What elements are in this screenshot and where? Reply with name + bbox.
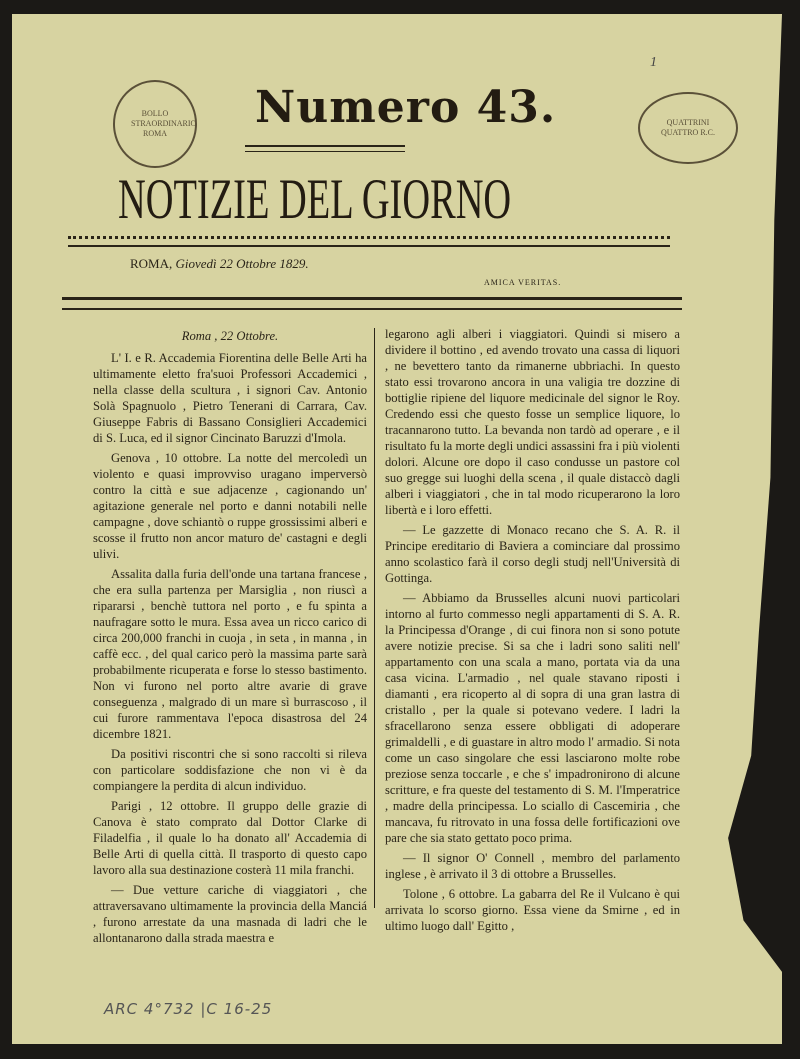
dateline-place: ROMA, (130, 256, 173, 271)
paragraph: Assalita dalla furia dell'onde una tartana francese , che era sulla partenza per Marsiglia , non riuscì a ripararsi , benchè tuttora nel porto , e fu spinta a naufragare sotto le mura. Essa avea un ricco carico di circa 200,000 franchi in cuoja , in seta , in manna , in caffè ecc. , del qual carico però la massima parte sarà probabilmente ricuperata e forse lo stesso bastimento. Non vi furono nel porto altre avarie di grave conseguenza , malgrado di un mare sì burrascoso , il cui furore rammentava l'epoca disastrosa del 24 dicembre 1821. (93, 567, 367, 741)
issue-number: Numero 43. (255, 82, 557, 133)
tax-stamp-left-text: BOLLO STRAORDINARIO ROMA (131, 109, 197, 138)
dateline-date: Giovedì 22 Ottobre 1829. (175, 256, 309, 271)
handwritten-shelfmark: ARC 4°732 |C 16-25 (104, 1000, 273, 1018)
column-divider (374, 328, 375, 908)
paragraph: Da positivi riscontri che si sono raccolti si rileva con particolare soddisfazione che non vi è da compiangere la perdita di alcun individuo. (93, 747, 367, 793)
header-rule (62, 297, 682, 310)
motto: AMICA VERITAS. (484, 278, 562, 287)
paragraph: — Il signor O' Connell , membro del parlamento inglese , è arrivato il 3 di ottobre a Brusselles. (385, 851, 680, 881)
paragraph: Genova , 10 ottobre. La notte del mercoledì un violento e quasi improvviso uragano imperversò contro la città e sue adjacenze , cagionando un' agitazione generale nel porto e danni notabili nelle campagne , dove schiantò o ruppe grossissimi alberi e scosse il frutto non ancor maturo de' castagni e degli ulivi. (93, 451, 367, 561)
column-left (93, 328, 367, 950)
paragraph: Tolone , 6 ottobre. La gabarra del Re il Vulcano è qui arrivata lo scorso giorno. Essa viene da Smirne , ed in ultimo luogo dall' Egitto , (385, 887, 680, 933)
page-number: 1 (650, 55, 657, 70)
paragraph: — Le gazzette di Monaco recano che S. A. R. il Principe ereditario di Baviera a cominciare dal prossimo anno scolastico farà il corso degli studj nell'Università di Gottinga. (385, 523, 680, 585)
paragraph: — Abbiamo da Brusselles alcuni nuovi particolari intorno al furto commesso negli appartamenti di S. A. R. la Principessa d'Orange , di cui finora non si sono potute avere notizie precise. Si sa che i ladri sono saliti nell' appartamento con una scala a mano, portata via da una casa vicina. L'armadio , nel quale stavano riposti i diamanti , era ricoperto al di sopra di una gran lastra di cristallo , per la quale si potevano vedere. I ladri la sfracellarono senza essere obbligati di adoperare grimaldelli , e di guastare in altro modo l' armadio. Si nota come un caso singolare che essi lasciarono molte robe preziose senza toccarle , e che s' impadronirono di alcune scritture, e fra queste del testamento di S. M. l'Imperatrice , madre della principessa. Lo sciallo di Cascemiria , che mancava, fu ritrovato in una fossa delle fortificazioni ove pare che sia stato gettato poco prima. (385, 591, 680, 845)
ornament-divider (245, 145, 405, 152)
paragraph: L' I. e R. Accademia Fiorentina delle Belle Arti ha ultimamente eletto fra'suoi Professori Accademici , nella classe della scultura , i signori Cav. Antonio Solà Spagnuolo , Pietro Tenerani di Carrara, Cav. Giuseppe Fabris di Bassano Consiglieri Accademici di S. Luca, ed il signor Cincinato Baruzzi d'Imola. (93, 351, 367, 445)
tax-stamp-left (113, 80, 197, 168)
tax-stamp-right (638, 92, 738, 164)
tax-stamp-right-text: QUATTRINI QUATTRO R.C. (660, 118, 715, 137)
section-heading: Roma , 22 Ottobre. (181, 329, 279, 343)
paragraph: Parigi , 12 ottobre. Il gruppo delle grazie di Canova è stato comprato dal Dottor Clarke di Filadelfia , il quale lo ha donato all' Accademia di Belle Arti di quella città. Il trasporto di questo capo lavoro alla sua destinazione costerà 11 mila franchi. (93, 799, 367, 877)
ornament-rule (68, 236, 670, 247)
dateline (130, 256, 309, 272)
paragraph: — Due vetture cariche di viaggiatori , che attraversavano ultimamente la provincia della Manciá , furono arrestate da una masnada di ladri che le allontanarono dalla strada maestra e (93, 883, 367, 945)
newspaper-title: NOTIZIE DEL GIORNO (118, 167, 512, 232)
paragraph: legarono agli alberi i viaggiatori. Quindi si misero a dividere il bottino , ed avendo trovato una cassa di liquori , ne bevettero tanto da rimanerne ubbriachi. In questo stato essi trovarono ancora in una valigia tre dozzine di bottiglie ripiene del liquore medicinale del signor le Roy. Credendo essi che questo fosse un semplice liquore, lo tracannarono tutto. La bevanda non tardò ad operare , e il risultato fu la morte degli undici assassini fra i più violenti dolori. Alcune ore dopo il caso condusse un pastore col suo gregge sui luoghi della scena , il quale distaccò dagli alberi i viaggiatori , che in tal modo ricuperarono la loro libertà e i loro effetti. (385, 327, 680, 517)
column-right (385, 326, 680, 938)
